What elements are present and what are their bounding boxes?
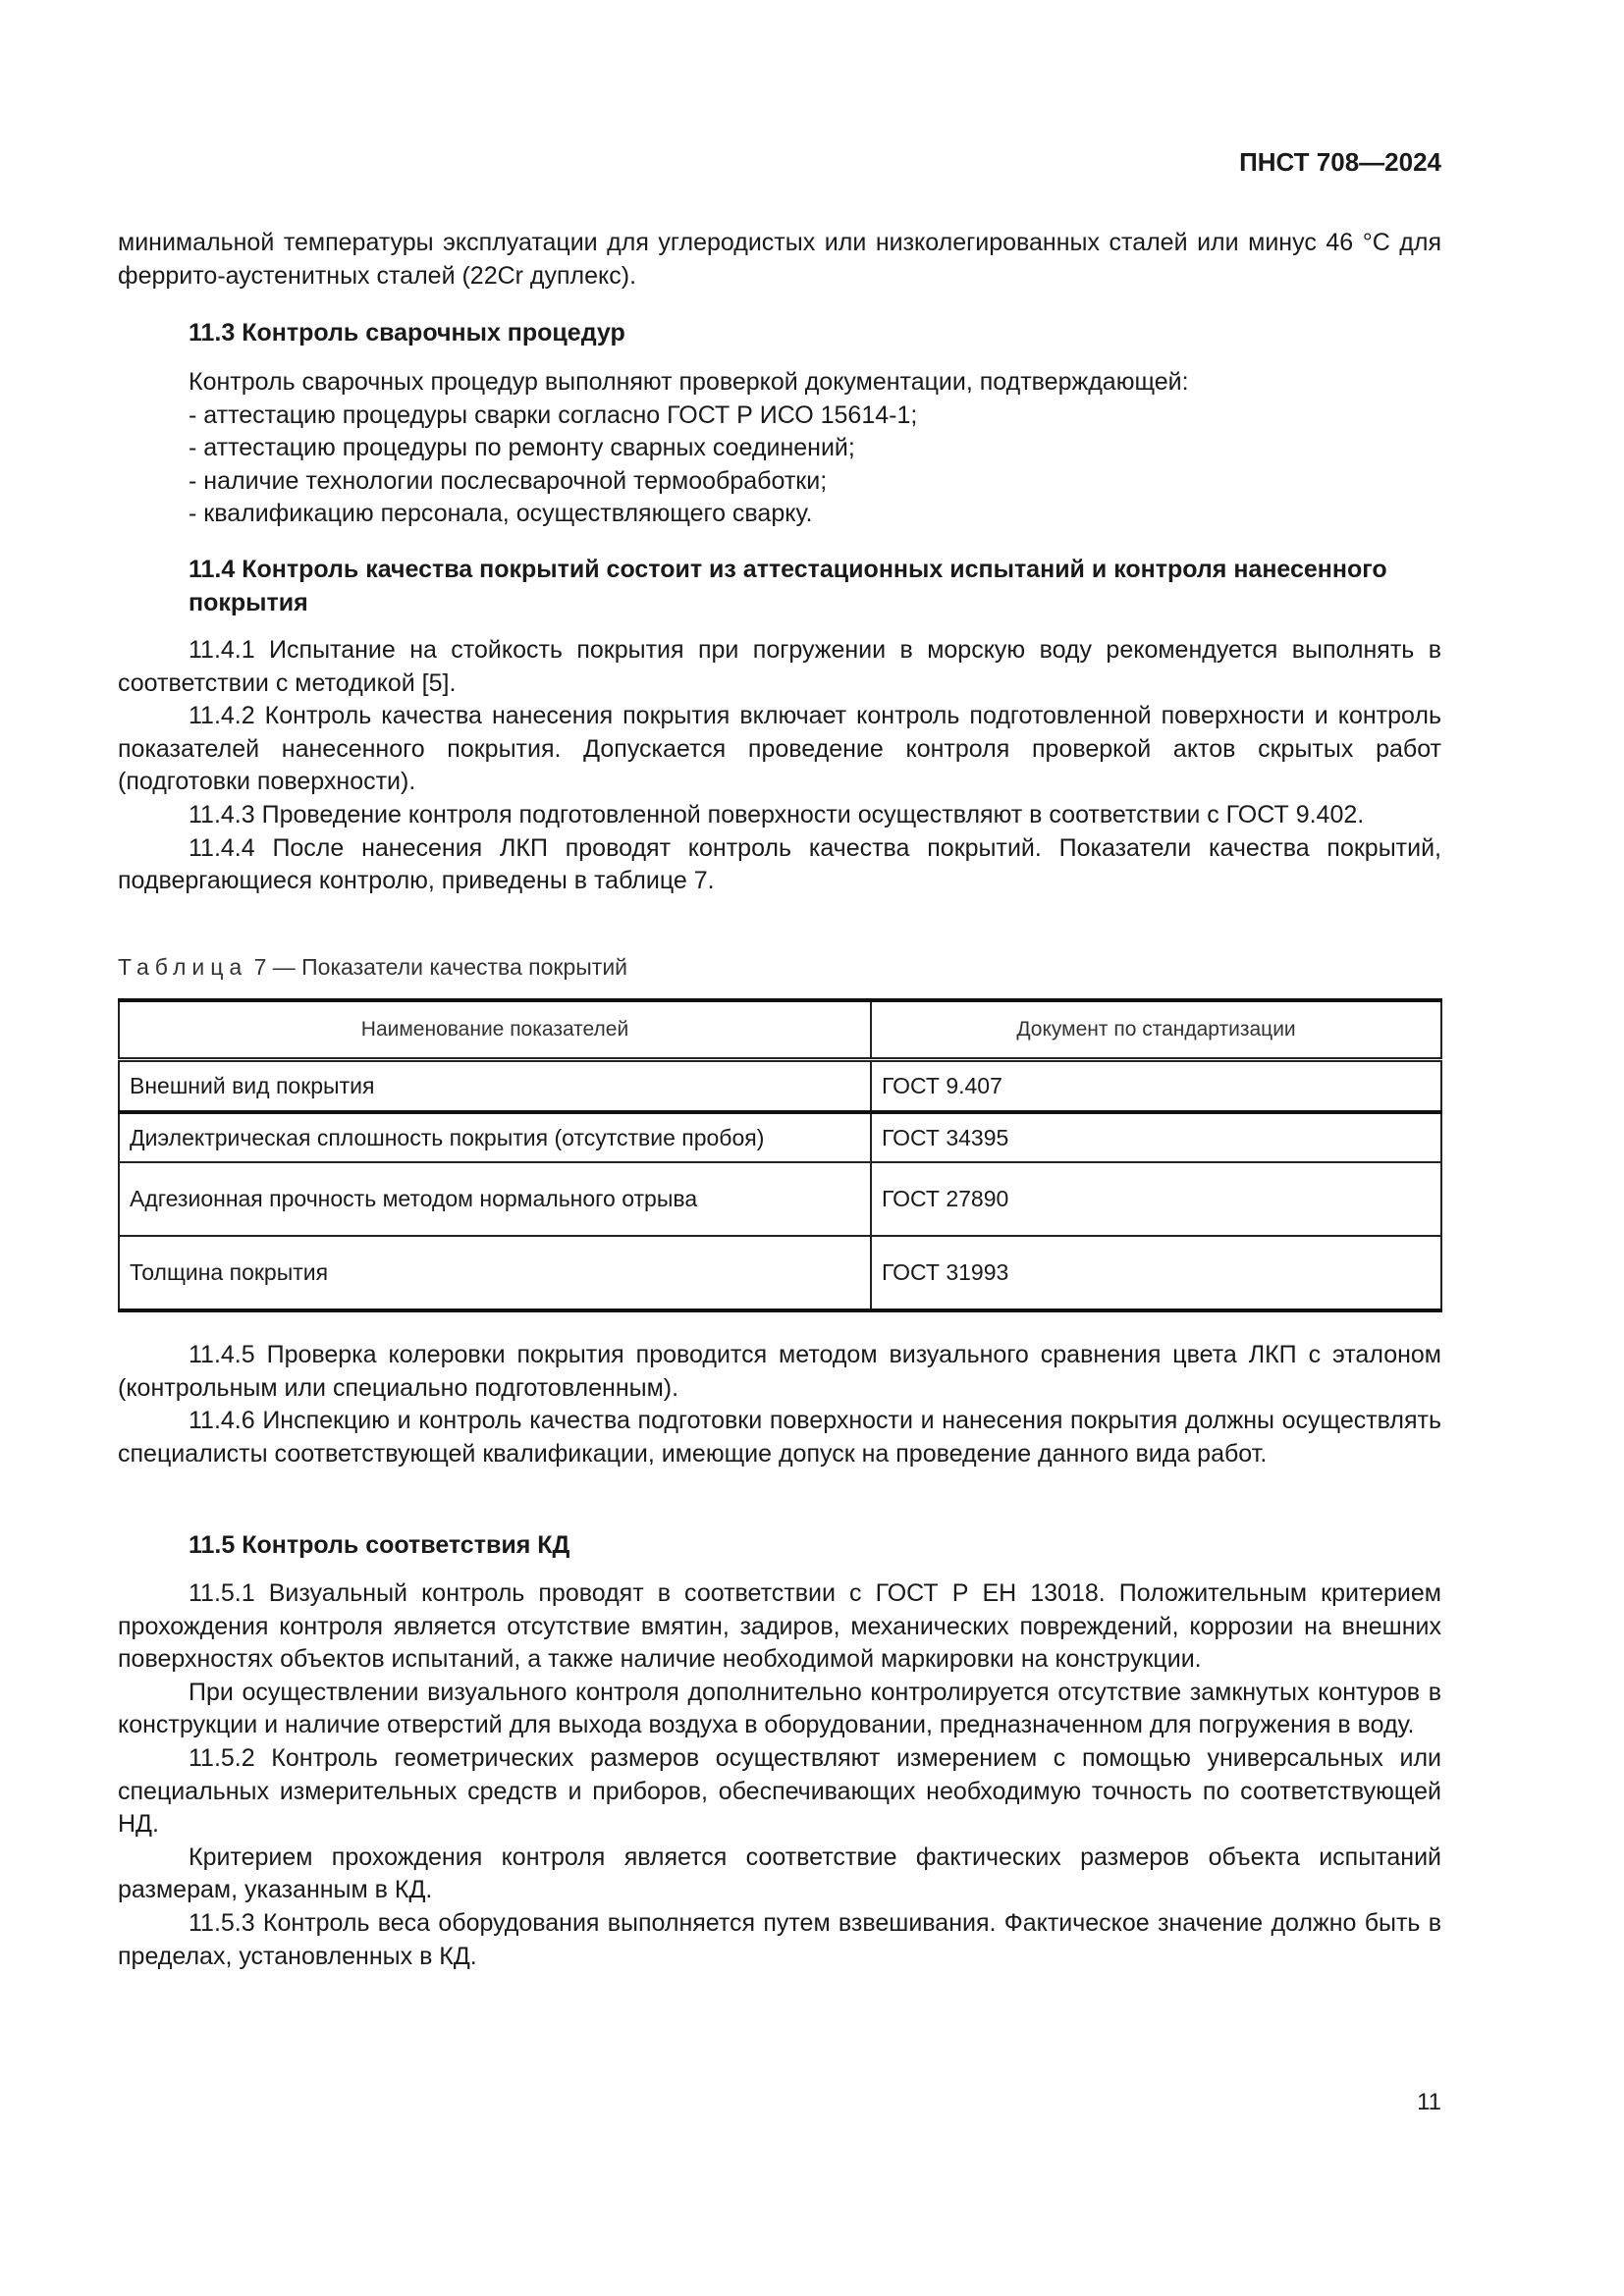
intro-text: Контроль сварочных процедур выполняют проверкой документации, подтверждающей: xyxy=(189,368,1189,396)
table-cell: ГОСТ 27890 xyxy=(871,1162,1441,1236)
table-row xyxy=(119,1162,1441,1236)
paragraph-11-5-2: 11.5.2 Контроль геометрических размеров осуществляют измерением с помощью универсальных или специальных измерительных средств и приборов, обеспечивающих необходимую точность по соответствующей НД. xyxy=(118,1743,1441,1839)
paragraph-11-4-4: 11.4.4 После нанесения ЛКП проводят контроль качества покрытий. Показатели качества покрытий, подвергающиеся контролю, приведены в таблице 7. xyxy=(118,833,1441,895)
section-11-4-body xyxy=(118,634,1441,898)
section-11-4-continued xyxy=(118,1339,1441,1470)
continued-paragraph: минимальной температуры эксплуатации для углеродистых или низколегированных сталей или минус 46 °С для феррито-аустенитных сталей (22Cr дуплекс). xyxy=(118,229,1441,290)
table-cell: ГОСТ 9.407 xyxy=(871,1060,1441,1113)
paragraph-11-4-1: 11.4.1 Испытание на стойкость покрытия при погружении в морскую воду рекомендуется выполнять в соответствии с методикой [5]. xyxy=(118,636,1441,697)
list-item: - аттестацию процедуры сварки согласно ГОСТ Р ИСО 15614-1; xyxy=(189,400,918,429)
coating-quality-table xyxy=(118,998,1442,1312)
paragraph-11-4-5: 11.4.5 Проверка колеровки покрытия проводится методом визуального сравнения цвета ЛКП с эталоном (контрольным или специально подготовленным). xyxy=(118,1341,1441,1402)
document-code-header: ПНСТ 708—2024 xyxy=(1239,147,1441,177)
paragraph: При осуществлении визуального контроля дополнительно контролируется отсутствие замкнутых контуров в конструкции и наличие отверстий для выхода воздуха в оборудовании, предназначенном для погружения в воду. xyxy=(118,1678,1441,1739)
list-item: - аттестацию процедуры по ремонту сварных соединений; xyxy=(189,434,855,462)
paragraph-11-5-1: 11.5.1 Визуальный контроль проводят в соответствии с ГОСТ Р ЕН 13018. Положительным критерием прохождения контроля является отсутствие вмятин, задиров, механических повреждений, коррозии на внешних поверхностях объектов испытаний, а также наличие необходимой маркировки на конструкции. xyxy=(118,1579,1441,1674)
table-cell: ГОСТ 31993 xyxy=(871,1236,1441,1310)
paragraph-11-4-2: 11.4.2 Контроль качества нанесения покрытия включает контроль подготовленной поверхности и контроль показателей нанесенного покрытия. Допускается проведение контроля проверкой актов скрытых работ (подготовки поверхности). xyxy=(118,702,1441,796)
table-header-row xyxy=(119,1000,1441,1060)
table-cell: Внешний вид покрытия xyxy=(119,1060,871,1113)
table-cell: Толщина покрытия xyxy=(119,1236,871,1310)
section-11-5-body xyxy=(118,1577,1441,1973)
table-row xyxy=(119,1236,1441,1310)
list-item: - наличие технологии послесварочной термообработки; xyxy=(189,466,828,495)
paragraph-11-4-6: 11.4.6 Инспекцию и контроль качества подготовки поверхности и нанесения покрытия должны осуществлять специалисты соответствующей квалификации, имеющие допуск на проведение данного вида работ. xyxy=(118,1407,1441,1468)
section-11-3-heading: 11.3 Контроль сварочных процедур xyxy=(189,319,625,347)
page-number: 11 xyxy=(1417,2089,1441,2115)
paragraph: Критерием прохождения контроля является соответствие фактических размеров объекта испытаний размерам, указанным в КД. xyxy=(118,1842,1441,1904)
table-row xyxy=(119,1060,1441,1113)
table-caption xyxy=(118,954,627,981)
column-header: Документ по стандартизации xyxy=(871,1000,1441,1060)
list-item: - квалификацию персонала, осуществляющего сварку. xyxy=(189,500,813,528)
table-cell: ГОСТ 34395 xyxy=(871,1112,1441,1162)
caption-label: Таблица xyxy=(118,954,248,980)
table-row xyxy=(119,1112,1441,1162)
table-cell: Адгезионная прочность методом нормального отрыва xyxy=(119,1162,871,1236)
paragraph-11-5-3: 11.5.3 Контроль веса оборудования выполняется путем взвешивания. Фактическое значение должно быть в пределах, установленных в КД. xyxy=(118,1908,1441,1970)
caption-title: 7 — Показатели качества покрытий xyxy=(247,954,628,980)
table-cell: Диэлектрическая сплошность покрытия (отсутствие пробоя) xyxy=(119,1112,871,1162)
paragraph-11-4-3: 11.4.3 Проведение контроля подготовленной поверхности осуществляют в соответствии с ГОСТ 9.402. xyxy=(189,800,1365,828)
column-header: Наименование показателей xyxy=(119,1000,871,1060)
section-11-4-heading: 11.4 Контроль качества покрытий состоит из аттестационных испытаний и контроля нанесенного покрытия xyxy=(189,556,1387,616)
section-11-5-heading: 11.5 Контроль соответствия КД xyxy=(189,1531,570,1559)
section-11-3-body xyxy=(118,366,1441,531)
